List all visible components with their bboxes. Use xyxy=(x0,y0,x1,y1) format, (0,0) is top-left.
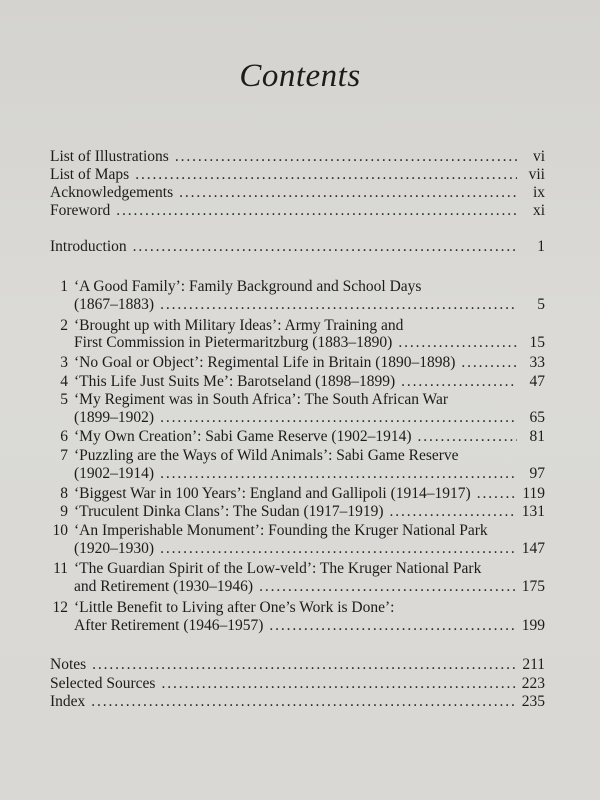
chapter-title: ‘An Imperishable Monument’: Founding the Kruger National Park xyxy=(74,522,488,539)
entry-page: 81 xyxy=(529,428,545,445)
page-title: Contents xyxy=(239,58,361,94)
entry-page: 223 xyxy=(521,675,545,692)
entry-label: Index xyxy=(50,693,86,710)
chapter-subtitle: (1920–1930) xyxy=(74,540,155,557)
chapter-6 xyxy=(50,428,545,446)
entry-page: 47 xyxy=(529,373,545,390)
chapter-12-line1 xyxy=(50,599,545,617)
chapter-number: 10 xyxy=(52,522,68,539)
chapter-subtitle: (1899–1902) xyxy=(74,409,155,426)
chapter-title: ‘A Good Family’: Family Background and School Days xyxy=(74,278,422,295)
entry-page: vii xyxy=(528,166,545,183)
entry-page: 175 xyxy=(521,578,545,595)
chapter-1-line1 xyxy=(50,278,545,296)
chapter-number: 2 xyxy=(60,317,68,334)
dot-leader xyxy=(398,334,517,352)
chapter-1-line2 xyxy=(50,296,545,314)
chapter-7-line2 xyxy=(50,465,545,483)
entry-label: Introduction xyxy=(50,238,127,255)
entry-page: 211 xyxy=(522,656,545,673)
dot-leader xyxy=(477,485,517,503)
entry-page: 119 xyxy=(522,485,545,502)
chapter-subtitle: (1867–1883) xyxy=(74,296,155,313)
chapter-12-line2 xyxy=(50,617,545,635)
chapter-5-line1 xyxy=(50,391,545,409)
dot-leader xyxy=(133,238,517,256)
chapter-5-line2 xyxy=(50,409,545,427)
chapter-9 xyxy=(50,503,545,521)
dot-leader xyxy=(390,503,516,521)
entry-label: List of Illustrations xyxy=(50,148,169,165)
chapter-10-line2 xyxy=(50,540,545,558)
chapter-title: ‘Brought up with Military Ideas’: Army Training and xyxy=(74,317,404,334)
chapter-title: ‘No Goal or Object’: Regimental Life in Britain (1890–1898) xyxy=(74,354,456,371)
toc-entry-index xyxy=(50,693,545,711)
entry-page: 65 xyxy=(529,409,545,426)
chapter-number: 1 xyxy=(60,278,68,295)
dot-leader xyxy=(160,409,517,427)
dot-leader xyxy=(161,675,515,693)
chapter-2-line1 xyxy=(50,317,545,335)
entry-label: Notes xyxy=(50,656,87,673)
dot-leader xyxy=(259,578,516,596)
entry-page: 33 xyxy=(529,354,545,371)
dot-leader xyxy=(160,296,517,314)
chapter-2-line2 xyxy=(50,334,545,352)
chapter-subtitle: After Retirement (1946–1957) xyxy=(74,617,264,634)
dot-leader xyxy=(401,373,517,391)
toc-entry-list-of-maps xyxy=(50,166,545,184)
chapter-number: 5 xyxy=(60,391,68,408)
entry-page: 199 xyxy=(521,617,545,634)
entry-page: 235 xyxy=(521,693,545,710)
dot-leader xyxy=(160,540,516,558)
entry-page: 1 xyxy=(537,238,545,255)
chapter-4 xyxy=(50,373,545,391)
chapter-8 xyxy=(50,485,545,503)
chapter-number: 3 xyxy=(60,354,68,371)
chapter-number: 12 xyxy=(52,599,68,616)
dot-leader xyxy=(461,354,517,372)
chapter-number: 11 xyxy=(53,560,68,577)
entry-page: 97 xyxy=(529,465,545,482)
dot-leader xyxy=(116,202,517,220)
toc-entry-foreword xyxy=(50,202,545,220)
entry-label: Selected Sources xyxy=(50,675,156,692)
chapter-number: 7 xyxy=(60,447,68,464)
toc-entry-acknowledgements xyxy=(50,184,545,202)
chapter-title: ‘This Life Just Suits Me’: Barotseland (1898–1899) xyxy=(74,373,396,390)
entry-page: 15 xyxy=(529,334,545,351)
chapter-subtitle: and Retirement (1930–1946) xyxy=(74,578,254,595)
chapter-10-line1 xyxy=(50,522,545,540)
chapter-title: ‘Biggest War in 100 Years’: England and Gallipoli (1914–1917) xyxy=(74,485,471,502)
dot-leader xyxy=(160,465,517,483)
entry-page: xi xyxy=(532,202,545,219)
chapter-number: 8 xyxy=(60,485,68,502)
chapter-title: ‘Truculent Dinka Clans’: The Sudan (1917–1919) xyxy=(74,503,384,520)
chapter-title: ‘My Regiment was in South Africa’: The South African War xyxy=(74,391,448,408)
toc-entry-introduction xyxy=(50,238,545,256)
chapter-title: ‘My Own Creation’: Sabi Game Reserve (1902–1914) xyxy=(74,428,412,445)
chapter-subtitle: First Commission in Pietermaritzburg (1883–1890) xyxy=(74,334,393,351)
entry-page: vi xyxy=(532,148,545,165)
entry-label: Foreword xyxy=(50,202,111,219)
entry-label: List of Maps xyxy=(50,166,130,183)
entry-page: 5 xyxy=(537,296,545,313)
dot-leader xyxy=(269,617,515,635)
entry-page: 131 xyxy=(521,503,545,520)
chapter-title: ‘Little Benefit to Living after One’s Work is Done’: xyxy=(74,599,395,616)
toc-entry-list-of-illustrations xyxy=(50,148,545,166)
dot-leader xyxy=(417,428,517,446)
chapter-number: 9 xyxy=(60,503,68,520)
chapter-title: ‘Puzzling are the Ways of Wild Animals’: Sabi Game Reserve xyxy=(74,447,459,464)
entry-page: 147 xyxy=(521,540,545,557)
chapter-number: 6 xyxy=(60,428,68,445)
dot-leader xyxy=(91,693,515,711)
entry-label: Acknowledgements xyxy=(50,184,174,201)
dot-leader xyxy=(135,166,517,184)
chapter-number: 4 xyxy=(60,373,68,390)
entry-page: ix xyxy=(532,184,545,201)
dot-leader xyxy=(92,656,516,674)
chapter-3 xyxy=(50,354,545,372)
toc-entry-notes xyxy=(50,656,545,674)
chapter-11-line1 xyxy=(50,560,545,578)
dot-leader xyxy=(175,148,517,166)
chapter-7-line1 xyxy=(50,447,545,465)
toc-entry-selected-sources xyxy=(50,675,545,693)
chapter-11-line2 xyxy=(50,578,545,596)
chapter-subtitle: (1902–1914) xyxy=(74,465,155,482)
chapter-title: ‘The Guardian Spirit of the Low-veld’: The Kruger National Park xyxy=(74,560,482,577)
dot-leader xyxy=(179,184,517,202)
